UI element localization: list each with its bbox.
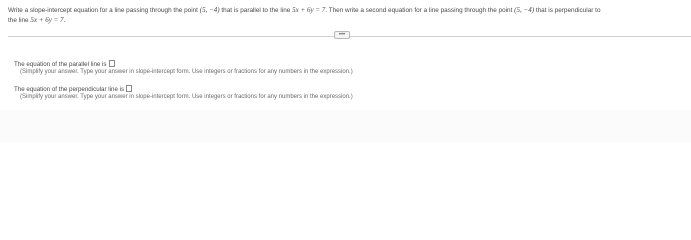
parallel-answer-input[interactable]: [109, 60, 115, 67]
question-text-e: the line: [8, 16, 31, 24]
line-equation: 5x + 6y = 7: [292, 6, 326, 14]
perpendicular-line-label: The equation of the perpendicular line is: [14, 86, 125, 93]
point-value: (5, −4): [199, 6, 220, 14]
question-text: [8, 6, 691, 25]
question-text-d: that is perpendicular to: [534, 7, 601, 14]
footer-area: [0, 110, 691, 142]
perpendicular-hint: (Simplify your answer. Type your answer in slope-intercept form. Use integers or fractions for any numbers in the expression.): [20, 94, 353, 100]
question-text-f: .: [63, 16, 66, 24]
parallel-hint: (Simplify your answer. Type your answer in slope-intercept form. Use integers or fractions for any numbers in the expression.): [20, 69, 353, 75]
question-line-1: [8, 6, 691, 16]
point-value-2: (5, −4): [514, 6, 535, 14]
perpendicular-answer-input[interactable]: [126, 85, 132, 92]
expand-button[interactable]: •••: [334, 31, 350, 39]
question-line-2: [8, 16, 691, 26]
line-equation-2: 5x + 6y = 7: [30, 15, 64, 24]
question-text-c: . Then write a second equation for a line passing through the point: [325, 7, 515, 14]
question-text-b: that is parallel to the line: [219, 7, 293, 14]
question-text-a: Write a slope-intercept equation for a line passing through the point: [8, 7, 200, 14]
parallel-line-label: The equation of the parallel line is: [14, 61, 107, 68]
